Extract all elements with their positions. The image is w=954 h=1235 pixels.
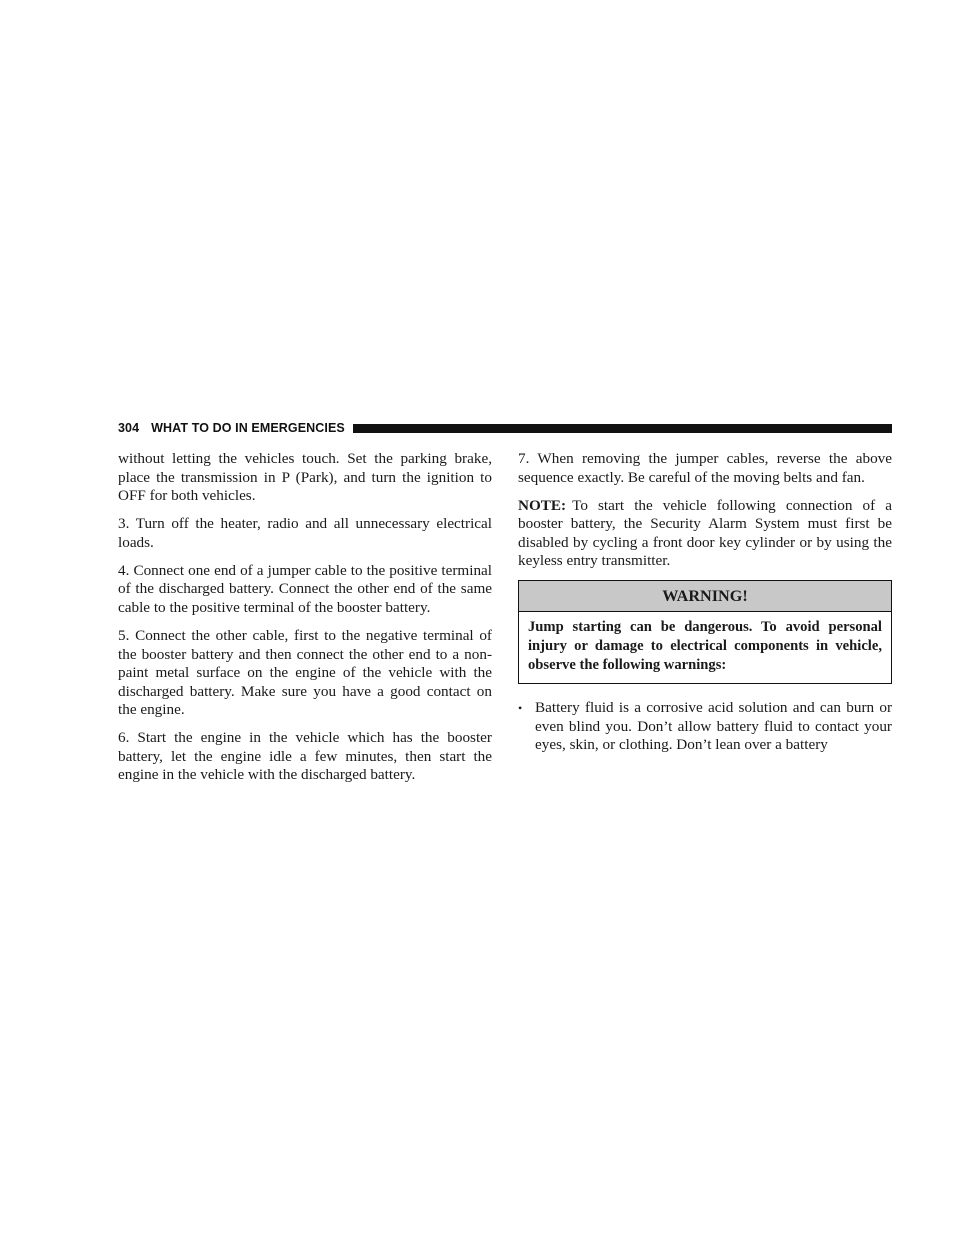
note-text: To start the vehicle following connection of a booster battery, the Security Alarm System must first be disabled by cycling a front door key cylinder or by using the keyless entry transmitter. [518, 496, 892, 570]
note-label: NOTE: [518, 496, 567, 514]
page-number: 304 [118, 421, 140, 435]
warning-text: Jump starting can be dangerous. To avoid personal injury or damage to electrical components in vehicle, observe the following warnings: [528, 619, 882, 673]
bullet-text: Battery fluid is a corrosive acid solution and can burn or even blind you. Don’t allow battery fluid to contact your eyes, skin, or clothing. Don’t lean over a battery [535, 699, 892, 754]
left-column [118, 450, 492, 794]
paragraph-step-3: 3. Turn off the heater, radio and all unnecessary electrical loads. [118, 515, 492, 551]
section-title: WHAT TO DO IN EMERGENCIES [151, 421, 345, 435]
paragraph-step-4: 4. Connect one end of a jumper cable to the positive terminal of the discharged battery. Connect the other end of the same cable to the positive terminal of the booster battery. [118, 561, 492, 616]
paragraph-continuation: without letting the vehicles touch. Set the parking brake, place the transmission in P (Park), and turn the ignition to OFF for both vehicles. [118, 450, 492, 505]
warning-box [518, 580, 892, 684]
right-column [518, 450, 892, 755]
note-paragraph [518, 497, 892, 571]
bullet-item [518, 699, 892, 755]
page-header [118, 419, 892, 437]
warning-title: WARNING! [519, 581, 891, 612]
bullet-icon: • [518, 701, 523, 716]
paragraph-step-6: 6. Start the engine in the vehicle which has the booster battery, let the engine idle a few minutes, then start the engine in the vehicle with the discharged battery. [118, 729, 492, 784]
paragraph-step-7: 7. When removing the jumper cables, reverse the above sequence exactly. Be careful of the moving belts and fan. [518, 450, 892, 486]
header-rule [353, 424, 892, 433]
paragraph-step-5: 5. Connect the other cable, first to the negative terminal of the booster battery and then connect the other end to a non-paint metal surface on the engine of the vehicle with the discharged battery. Make sure you have a good contact on the engine. [118, 626, 492, 719]
